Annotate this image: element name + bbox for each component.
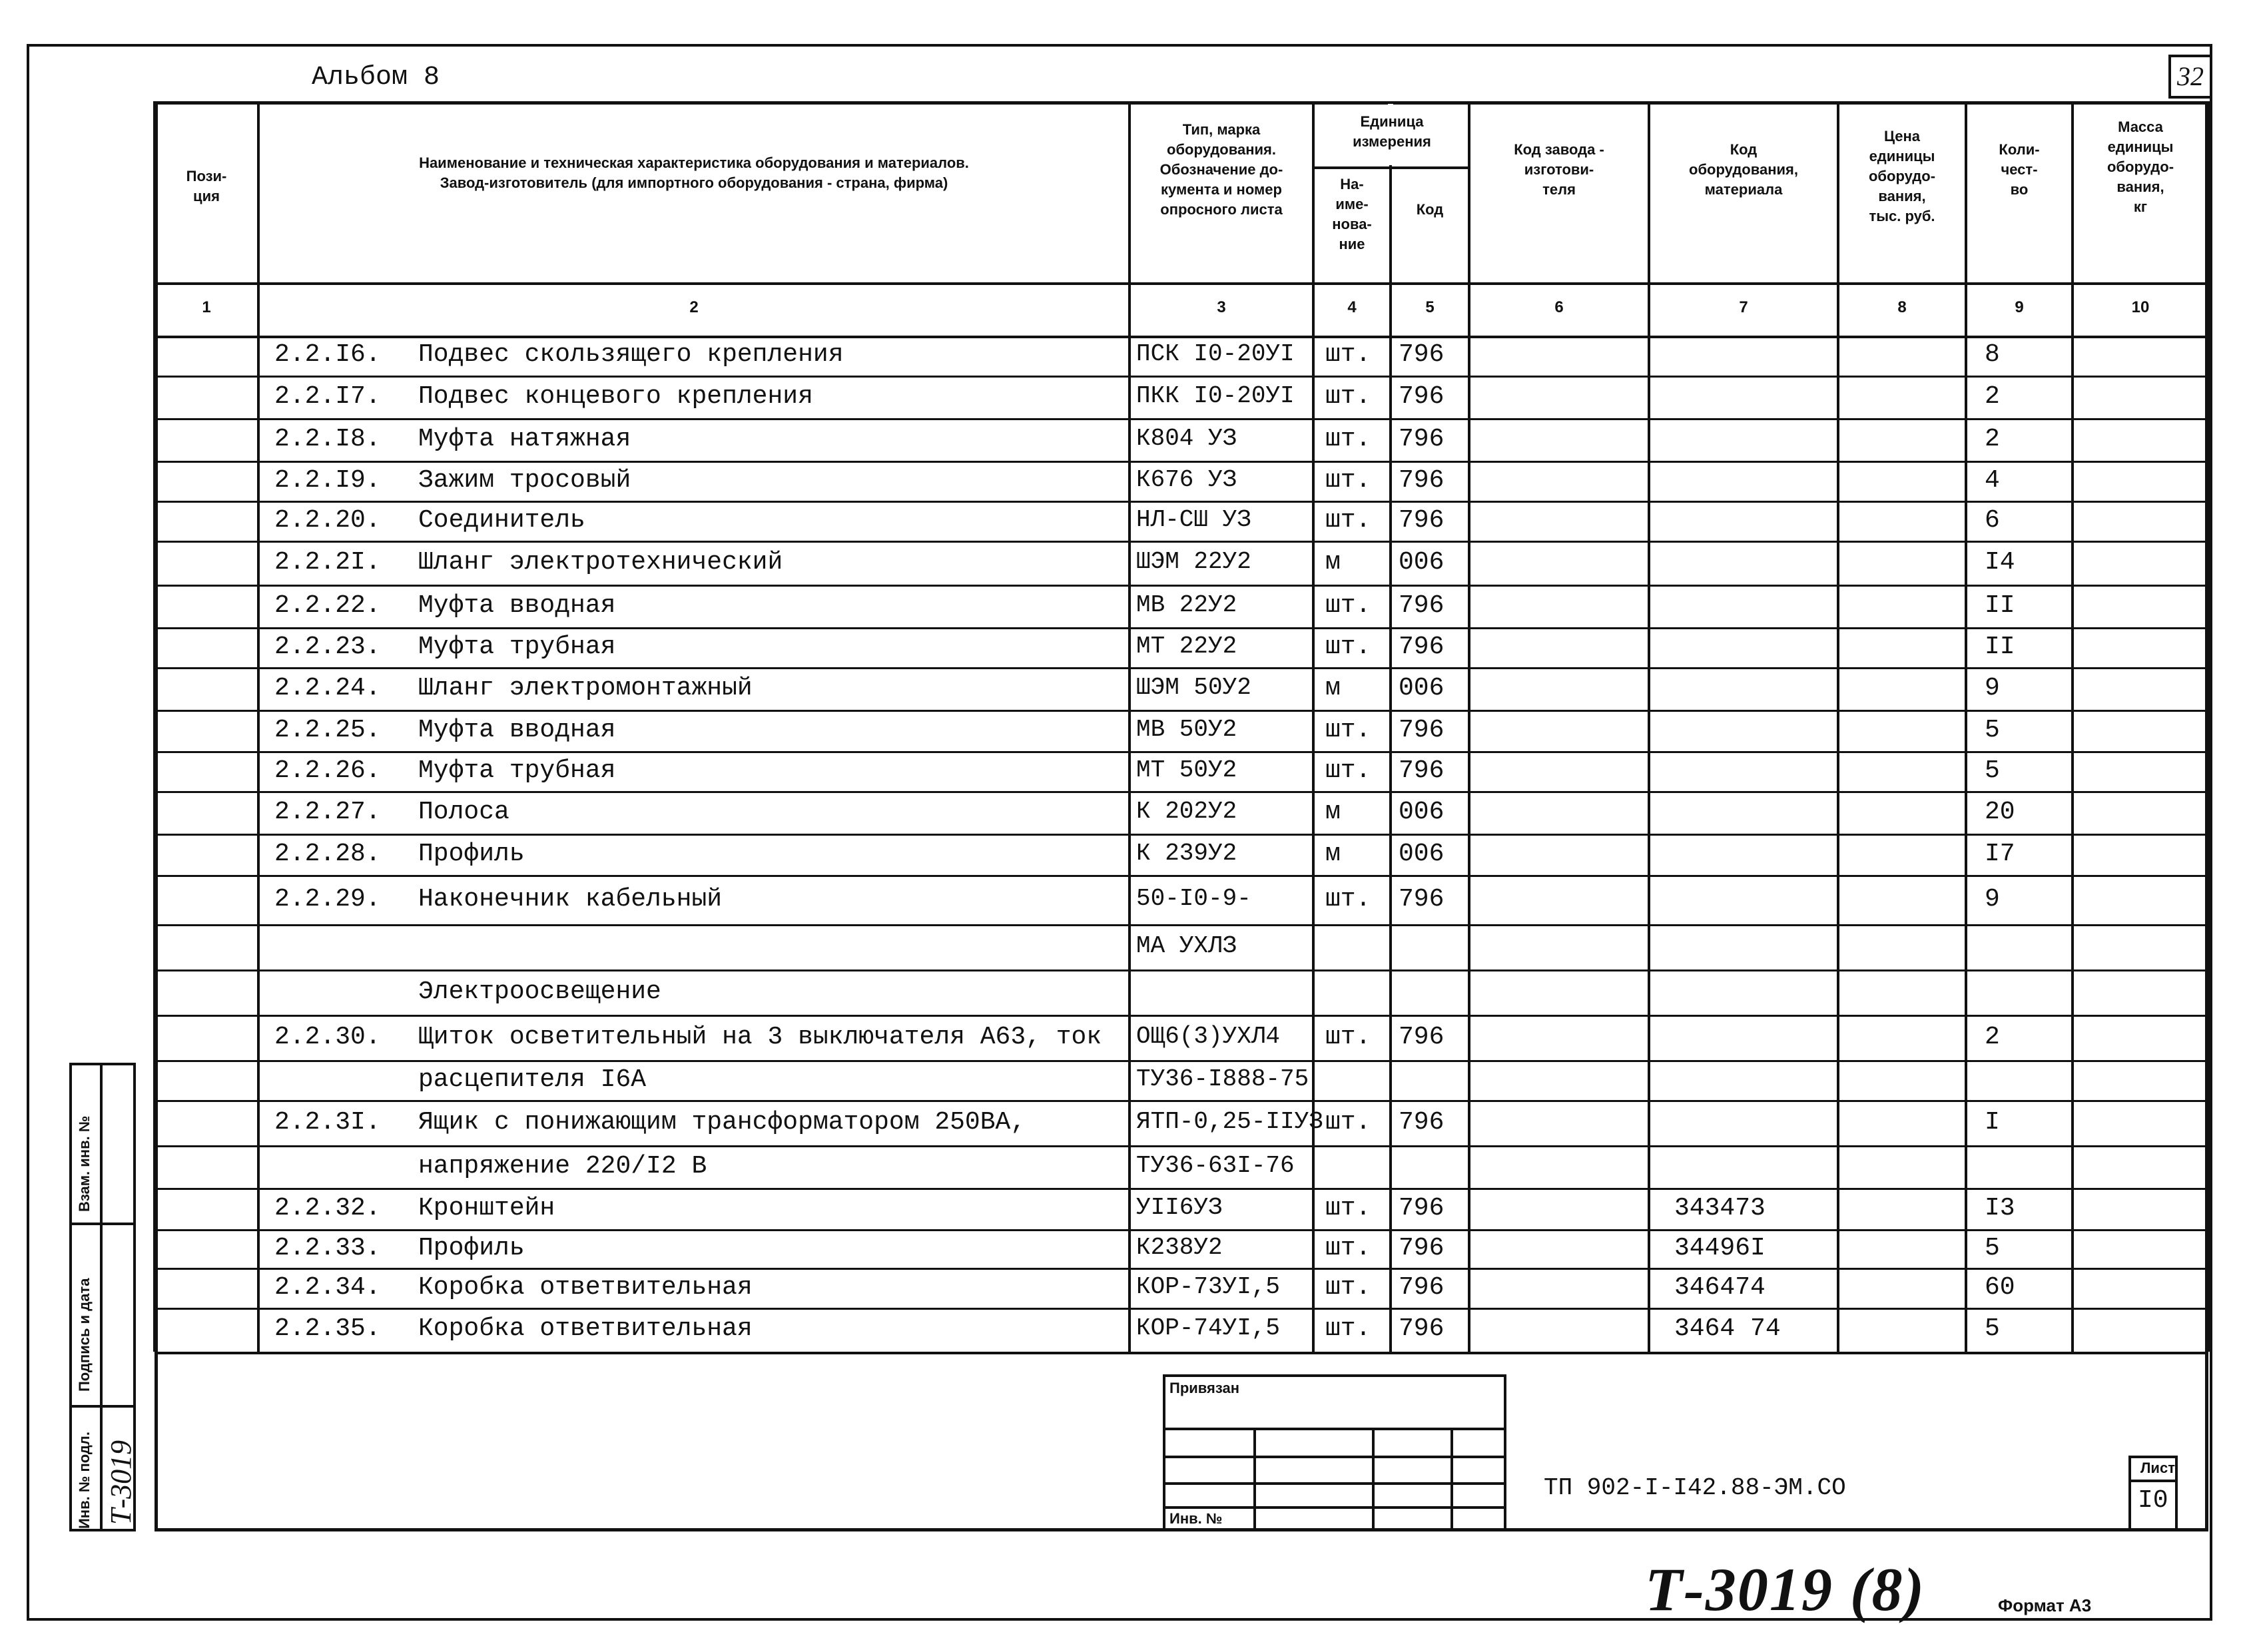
row-position: 2.2.27. [274, 798, 381, 826]
table-header-1: Пози- ция [186, 168, 227, 204]
table-row-line [155, 585, 2208, 587]
row-position: 2.2.23. [274, 633, 381, 661]
column-number-6: 6 [1554, 298, 1564, 316]
table-row-line [155, 1145, 2208, 1147]
row-equipment-code: 3464 74 [1674, 1314, 1781, 1343]
row-position: 2.2.I6. [274, 340, 381, 369]
table-row-line [155, 501, 2208, 503]
row-unit-code: 796 [1399, 633, 1445, 661]
table-row-line [155, 1229, 2208, 1231]
row-unit-code: 796 [1399, 1023, 1445, 1051]
column-number-4: 4 [1347, 298, 1357, 316]
table-row-line [155, 791, 2208, 793]
table-row-line [155, 834, 2208, 836]
row-unit: шт. [1325, 885, 1371, 914]
row-name: напряжение 220/I2 В [418, 1152, 707, 1181]
table-row-line [155, 541, 2208, 543]
table-row-line [155, 1060, 2208, 1062]
row-unit-code: 796 [1399, 1108, 1445, 1137]
table-header-8: Цена единицы оборудо- вания, тыс. руб. [1868, 128, 1936, 224]
row-quantity: 20 [1985, 798, 2015, 826]
row-quantity: 2 [1985, 1023, 2000, 1051]
row-unit: шт. [1325, 591, 1371, 620]
row-quantity: 9 [1985, 674, 2000, 702]
row-quantity: 5 [1985, 756, 2000, 785]
row-name: Коробка ответвительная [418, 1273, 753, 1302]
row-unit-code: 796 [1399, 506, 1445, 535]
table-header-6: Код завода - изготови- теля [1514, 141, 1604, 198]
row-unit: м [1325, 674, 1341, 702]
stamp-line [1253, 1428, 1256, 1531]
row-name: Наконечник кабельный [418, 885, 723, 914]
row-position: 2.2.29. [274, 885, 381, 914]
row-quantity: II [1985, 591, 2015, 620]
row-position: 2.2.I7. [274, 382, 381, 411]
table-col-line [1648, 101, 1650, 1352]
row-name: Муфта трубная [418, 756, 616, 785]
unit-group-line [1313, 166, 1470, 169]
row-type: КОР-74УI,5 [1136, 1314, 1281, 1342]
format-label: Формат А3 [1998, 1595, 2092, 1615]
row-quantity: I3 [1985, 1194, 2015, 1223]
row-type: К804 УЗ [1136, 425, 1237, 452]
stamp-line [1163, 1506, 1506, 1509]
row-quantity: 5 [1985, 1314, 2000, 1343]
column-number-8: 8 [1897, 298, 1907, 316]
row-name: Подвес скользящего крепления [418, 340, 844, 369]
row-unit: шт. [1325, 1234, 1371, 1262]
row-unit-code: 796 [1399, 1234, 1445, 1262]
row-name: Коробка ответвительная [418, 1314, 753, 1343]
row-name: расцепителя I6А [418, 1065, 647, 1094]
row-type: 50-I0-9- [1136, 885, 1251, 912]
row-equipment-code: 346474 [1674, 1273, 1766, 1302]
row-type: ТУ36-I888-75 [1136, 1065, 1309, 1093]
document-code: ТП 902-I-I42.88-ЭМ.СО [1544, 1474, 1846, 1502]
row-position: 2.2.3I. [274, 1108, 381, 1137]
row-equipment-code: 34496I [1674, 1234, 1766, 1262]
row-name: Подвес концевого крепления [418, 382, 813, 411]
table-col-line [1468, 101, 1470, 1352]
row-quantity: 8 [1985, 340, 2000, 369]
row-position: 2.2.2I. [274, 548, 381, 577]
row-unit-code: 796 [1399, 1314, 1445, 1343]
row-unit: шт. [1325, 340, 1371, 369]
row-name: Шланг электромонтажный [418, 674, 753, 702]
row-position: 2.2.26. [274, 756, 381, 785]
row-type: МТ 50У2 [1136, 756, 1237, 784]
row-unit-code: 796 [1399, 1194, 1445, 1223]
row-name: Муфта вводная [418, 716, 616, 744]
table-row-line [155, 875, 2208, 877]
row-quantity: 60 [1985, 1273, 2015, 1302]
side-label-vzam: Взам. инв. № [76, 1115, 93, 1212]
row-unit-code: 796 [1399, 756, 1445, 785]
row-position: 2.2.28. [274, 840, 381, 868]
table-col-line [1128, 101, 1131, 1352]
table-row-line [155, 667, 2208, 669]
row-unit: м [1325, 548, 1341, 577]
table-row-line [155, 969, 2208, 971]
table-col-line [153, 101, 156, 1352]
row-name: Зажим тросовый [418, 466, 631, 495]
row-type: КОР-73УI,5 [1136, 1273, 1281, 1300]
row-type: ПСК I0-20УI [1136, 340, 1295, 368]
row-name: Профиль [418, 840, 525, 868]
table-header-10: Масса единицы оборудо- вания, кг [2106, 119, 2174, 215]
row-name: Щиток осветительный на 3 выключателя А63, ток [418, 1023, 1102, 1051]
row-unit: шт. [1325, 1023, 1371, 1051]
row-unit-code: 796 [1399, 591, 1445, 620]
row-quantity: 2 [1985, 382, 2000, 411]
table-header-line [155, 336, 2208, 338]
table-row-line [155, 376, 2208, 378]
row-unit-code: 796 [1399, 382, 1445, 411]
table-row-line [155, 1308, 2208, 1310]
table-col-line [257, 101, 260, 1352]
column-number-10: 10 [2131, 298, 2150, 316]
table-row-line [155, 1268, 2208, 1270]
stamp-inv-no: Инв. № [1169, 1510, 1223, 1527]
row-name: Электроосвещение [418, 977, 661, 1006]
row-position: 2.2.22. [274, 591, 381, 620]
row-position: 2.2.34. [274, 1273, 381, 1302]
row-type: К 239У2 [1136, 840, 1237, 867]
row-type: МВ 22У2 [1136, 591, 1237, 619]
row-unit: шт. [1325, 633, 1371, 661]
row-unit: м [1325, 840, 1341, 868]
row-position: 2.2.32. [274, 1194, 381, 1223]
table-col-line [1389, 101, 1392, 1352]
side-label-inv: Инв. № подл. [76, 1432, 93, 1529]
column-number-3: 3 [1217, 298, 1226, 316]
column-number-9: 9 [2015, 298, 2024, 316]
side-strip-sep1 [69, 1223, 136, 1225]
row-type: МТ 22У2 [1136, 633, 1237, 660]
row-unit-code: 796 [1399, 716, 1445, 744]
row-unit: шт. [1325, 1273, 1371, 1302]
row-name: Ящик с понижающим трансформатором 250ВА, [418, 1108, 1026, 1137]
stamp-line [1163, 1428, 1506, 1430]
row-unit: шт. [1325, 425, 1371, 453]
row-type: К238У2 [1136, 1234, 1223, 1261]
row-unit-code: 006 [1399, 674, 1445, 702]
row-position: 2.2.35. [274, 1314, 381, 1343]
list-number: I0 [2138, 1486, 2168, 1515]
row-quantity: 9 [1985, 885, 2000, 914]
table-col-line [2071, 101, 2074, 1352]
row-unit-code: 796 [1399, 1273, 1445, 1302]
row-position: 2.2.I8. [274, 425, 381, 453]
row-position: 2.2.20. [274, 506, 381, 535]
row-quantity: 5 [1985, 1234, 2000, 1262]
table-header-5: Код [1416, 201, 1444, 218]
row-type: К676 УЗ [1136, 466, 1237, 493]
table-row-line [155, 710, 2208, 712]
table-header-4: На- име- нова- ние [1332, 176, 1372, 252]
row-unit-code: 796 [1399, 425, 1445, 453]
row-name: Муфта натяжная [418, 425, 631, 453]
table-col-line [1837, 101, 1839, 1352]
side-strip-sep2 [69, 1405, 136, 1408]
row-unit: шт. [1325, 466, 1371, 495]
side-inv-handwritten: Т-3019 [105, 1440, 137, 1525]
table-row-line [155, 1188, 2208, 1190]
table-bottom-line [155, 1352, 2208, 1354]
column-number-7: 7 [1739, 298, 1748, 316]
column-number-5: 5 [1425, 298, 1435, 316]
row-unit-code: 006 [1399, 840, 1445, 868]
row-quantity: 5 [1985, 716, 2000, 744]
handwritten-code: Т-3019 (8) [1645, 1555, 1926, 1623]
list-label: Лист [2140, 1460, 2175, 1476]
sheet-number: 32 [2168, 55, 2212, 99]
table-row-line [155, 418, 2208, 420]
stamp-line [1163, 1482, 1506, 1485]
row-type: ШЭМ 22У2 [1136, 548, 1251, 575]
side-strip-divider [100, 1063, 103, 1531]
row-unit-code: 006 [1399, 798, 1445, 826]
table-header-7: Код оборудования, материала [1689, 141, 1798, 198]
row-type: ТУ36-63I-76 [1136, 1152, 1295, 1179]
row-quantity: 4 [1985, 466, 2000, 495]
row-type: К 202У2 [1136, 798, 1237, 825]
row-type: ОЩ6(3)УХЛ4 [1136, 1023, 1281, 1050]
row-unit-code: 796 [1399, 466, 1445, 495]
row-name: Кронштейн [418, 1194, 555, 1223]
row-type: МВ 50У2 [1136, 716, 1237, 743]
row-name: Муфта вводная [418, 591, 616, 620]
row-quantity: I7 [1985, 840, 2015, 868]
album-label: Альбом 8 [312, 63, 440, 93]
row-position: 2.2.30. [274, 1023, 381, 1051]
row-type: ПКК I0-20УI [1136, 382, 1295, 410]
row-position: 2.2.33. [274, 1234, 381, 1262]
row-quantity: 6 [1985, 506, 2000, 535]
column-number-1: 1 [202, 298, 211, 316]
list-box-line [2128, 1480, 2178, 1482]
table-row-line [155, 751, 2208, 753]
row-unit: шт. [1325, 1194, 1371, 1223]
row-unit: шт. [1325, 1108, 1371, 1137]
table-col-line [1965, 101, 1967, 1352]
table-row-line [155, 627, 2208, 629]
side-label-podpis: Подпись и дата [76, 1278, 93, 1392]
stamp-line [1450, 1428, 1453, 1531]
table-header-2: Наименование и техническая характеристика оборудования и материалов. Завод-изготовитель (для импортного оборудования - страна, фирма) [419, 154, 969, 191]
table-header-unit-group: Единица измерения [1353, 113, 1431, 150]
row-unit: шт. [1325, 1314, 1371, 1343]
row-name: Шланг электротехнический [418, 548, 783, 577]
row-unit-code: 006 [1399, 548, 1445, 577]
table-row-line [155, 461, 2208, 463]
table-header-9: Коли- чест- во [1999, 141, 2040, 198]
row-type: ЯТП-0,25-IIУЗ [1136, 1108, 1323, 1135]
stamp-line [1163, 1456, 1506, 1458]
row-position: 2.2.25. [274, 716, 381, 744]
row-unit: шт. [1325, 756, 1371, 785]
row-position: 2.2.I9. [274, 466, 381, 495]
row-quantity: II [1985, 633, 2015, 661]
row-unit: шт. [1325, 506, 1371, 535]
table-col-line [2207, 101, 2210, 1352]
stamp-line [1372, 1428, 1375, 1531]
row-name: Профиль [418, 1234, 525, 1262]
row-unit: шт. [1325, 716, 1371, 744]
row-type: УII6УЗ [1136, 1194, 1223, 1221]
row-quantity: I [1985, 1108, 2000, 1137]
row-type: НЛ-СШ УЗ [1136, 506, 1251, 533]
row-name: Соединитель [418, 506, 585, 535]
row-quantity: I4 [1985, 548, 2015, 577]
table-col-line [1312, 101, 1315, 1352]
row-name: Муфта трубная [418, 633, 616, 661]
row-quantity: 2 [1985, 425, 2000, 453]
column-number-2: 2 [689, 298, 699, 316]
table-row-line [155, 1100, 2208, 1102]
row-type: ШЭМ 50У2 [1136, 674, 1251, 701]
table-header-line [155, 282, 2208, 285]
row-unit: шт. [1325, 382, 1371, 411]
table-row-line [155, 924, 2208, 926]
row-unit-code: 796 [1399, 885, 1445, 914]
row-name: Полоса [418, 798, 509, 826]
row-unit: м [1325, 798, 1341, 826]
row-position: 2.2.24. [274, 674, 381, 702]
row-equipment-code: 343473 [1674, 1194, 1766, 1223]
table-header-3: Тип, марка оборудования. Обозначение до- кумента и номер опросного листа [1159, 121, 1283, 218]
stamp-privyazan: Привязан [1169, 1380, 1240, 1396]
row-type: МА УХЛЗ [1136, 932, 1237, 960]
row-unit-code: 796 [1399, 340, 1445, 369]
table-row-line [155, 1015, 2208, 1017]
